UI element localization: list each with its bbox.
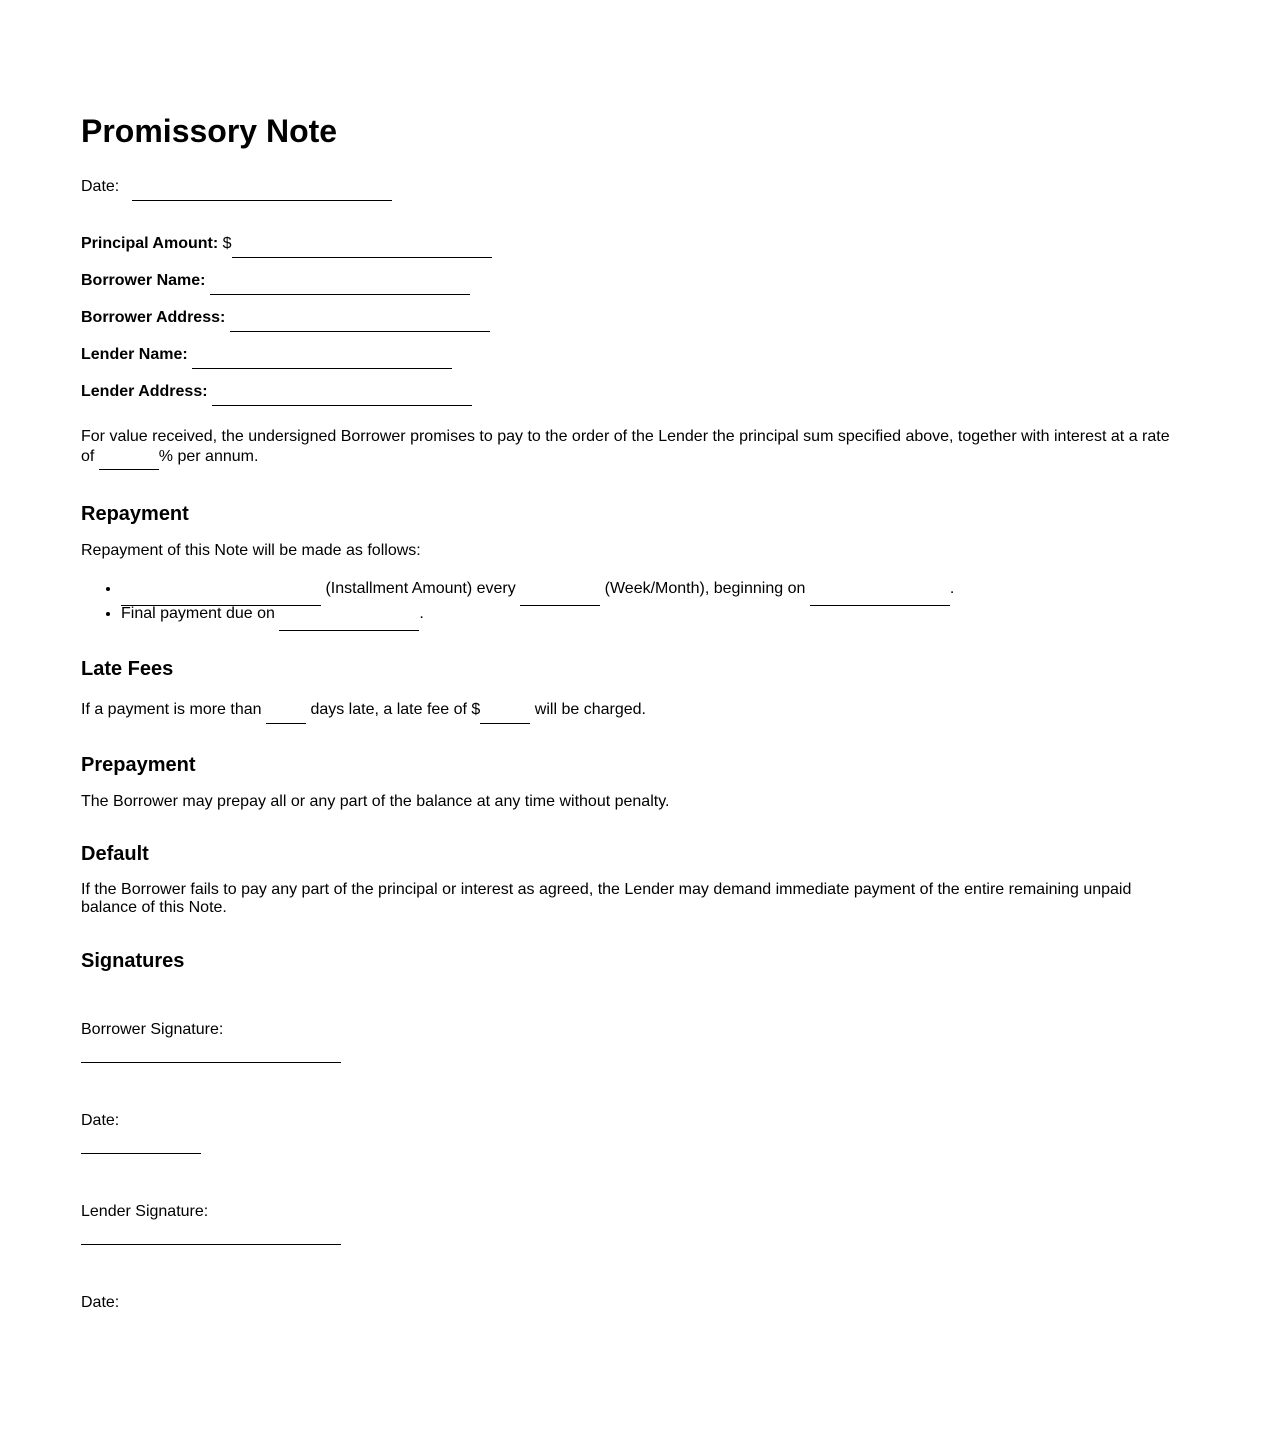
borrower-name-row [81,271,470,290]
borrower-date-label: Date: [81,1112,120,1129]
intro-text: For value received, the undersigned Borrower promises to pay to the order of the Lender the principal sum specified above, together with interest at a rate of [81,428,1170,465]
final-payment-label: Final payment due on [121,605,275,622]
intro-paragraph [81,427,1176,467]
principal-amount-row [81,234,492,253]
borrower-name-field[interactable] [210,276,470,295]
section-heading-late-fees: Late Fees [81,658,174,680]
default-text: If the Borrower fails to pay any part of the principal or interest as agreed, the Lender may demand immediate payment of the entire remaining unpaid balance of this Note. [81,881,1132,916]
borrower-signature-label: Borrower Signature: [81,1021,224,1038]
date-label: Date: [81,178,120,195]
list-item [121,576,954,601]
lender-address-field[interactable] [212,387,472,406]
borrower-date-field[interactable] [81,1153,201,1154]
repayment-intro: Repayment of this Note will be made as follows: [81,542,421,559]
date-row [81,177,392,196]
principal-amount-field[interactable] [232,239,492,258]
start-date-field[interactable] [810,587,950,606]
borrower-address-row [81,308,490,327]
prepayment-text: The Borrower may prepay all or any part of the balance at any time without penalty. [81,793,670,810]
dollar-sign: $ [222,235,232,252]
page-title: Promissory Note [81,113,338,149]
lender-name-field[interactable] [192,350,452,369]
principal-amount-label: Principal Amount: [81,235,219,252]
intro-text-end: % per annum. [158,448,259,465]
late-fees-text-part1: If a payment is more than [81,701,262,718]
late-fee-amount-field[interactable] [480,705,530,724]
repayment-list [81,576,954,626]
late-fees-text-part2: days late, a late fee of $ [310,701,481,718]
section-heading-default: Default [81,843,149,865]
lender-address-label: Lender Address: [81,383,208,400]
borrower-address-field[interactable] [230,313,490,332]
final-payment-date-field[interactable] [279,612,419,631]
lender-address-row [81,382,472,401]
lender-name-row [81,345,452,364]
section-heading-repayment: Repayment [81,503,189,525]
borrower-signature-field[interactable] [81,1062,341,1063]
late-days-field[interactable] [266,705,306,724]
section-heading-signatures: Signatures [81,950,185,972]
lender-name-label: Lender Name: [81,346,188,363]
installment-label: (Installment Amount) every [325,580,516,597]
section-heading-prepayment: Prepayment [81,754,196,776]
borrower-name-label: Borrower Name: [81,272,206,289]
period-end: . [419,605,424,622]
lender-date-label: Date: [81,1294,120,1311]
interest-rate-field[interactable] [99,451,159,470]
late-fees-text-part3: will be charged. [534,701,646,718]
period-end: . [949,580,955,597]
period-label: (Week/Month), beginning on [604,580,806,597]
lender-signature-field[interactable] [81,1244,341,1245]
borrower-address-label: Borrower Address: [81,309,226,326]
installment-amount-field[interactable] [121,587,321,606]
lender-signature-label: Lender Signature: [81,1203,209,1220]
date-field[interactable] [132,182,392,201]
late-fees-text [81,700,646,719]
period-field[interactable] [520,587,600,606]
